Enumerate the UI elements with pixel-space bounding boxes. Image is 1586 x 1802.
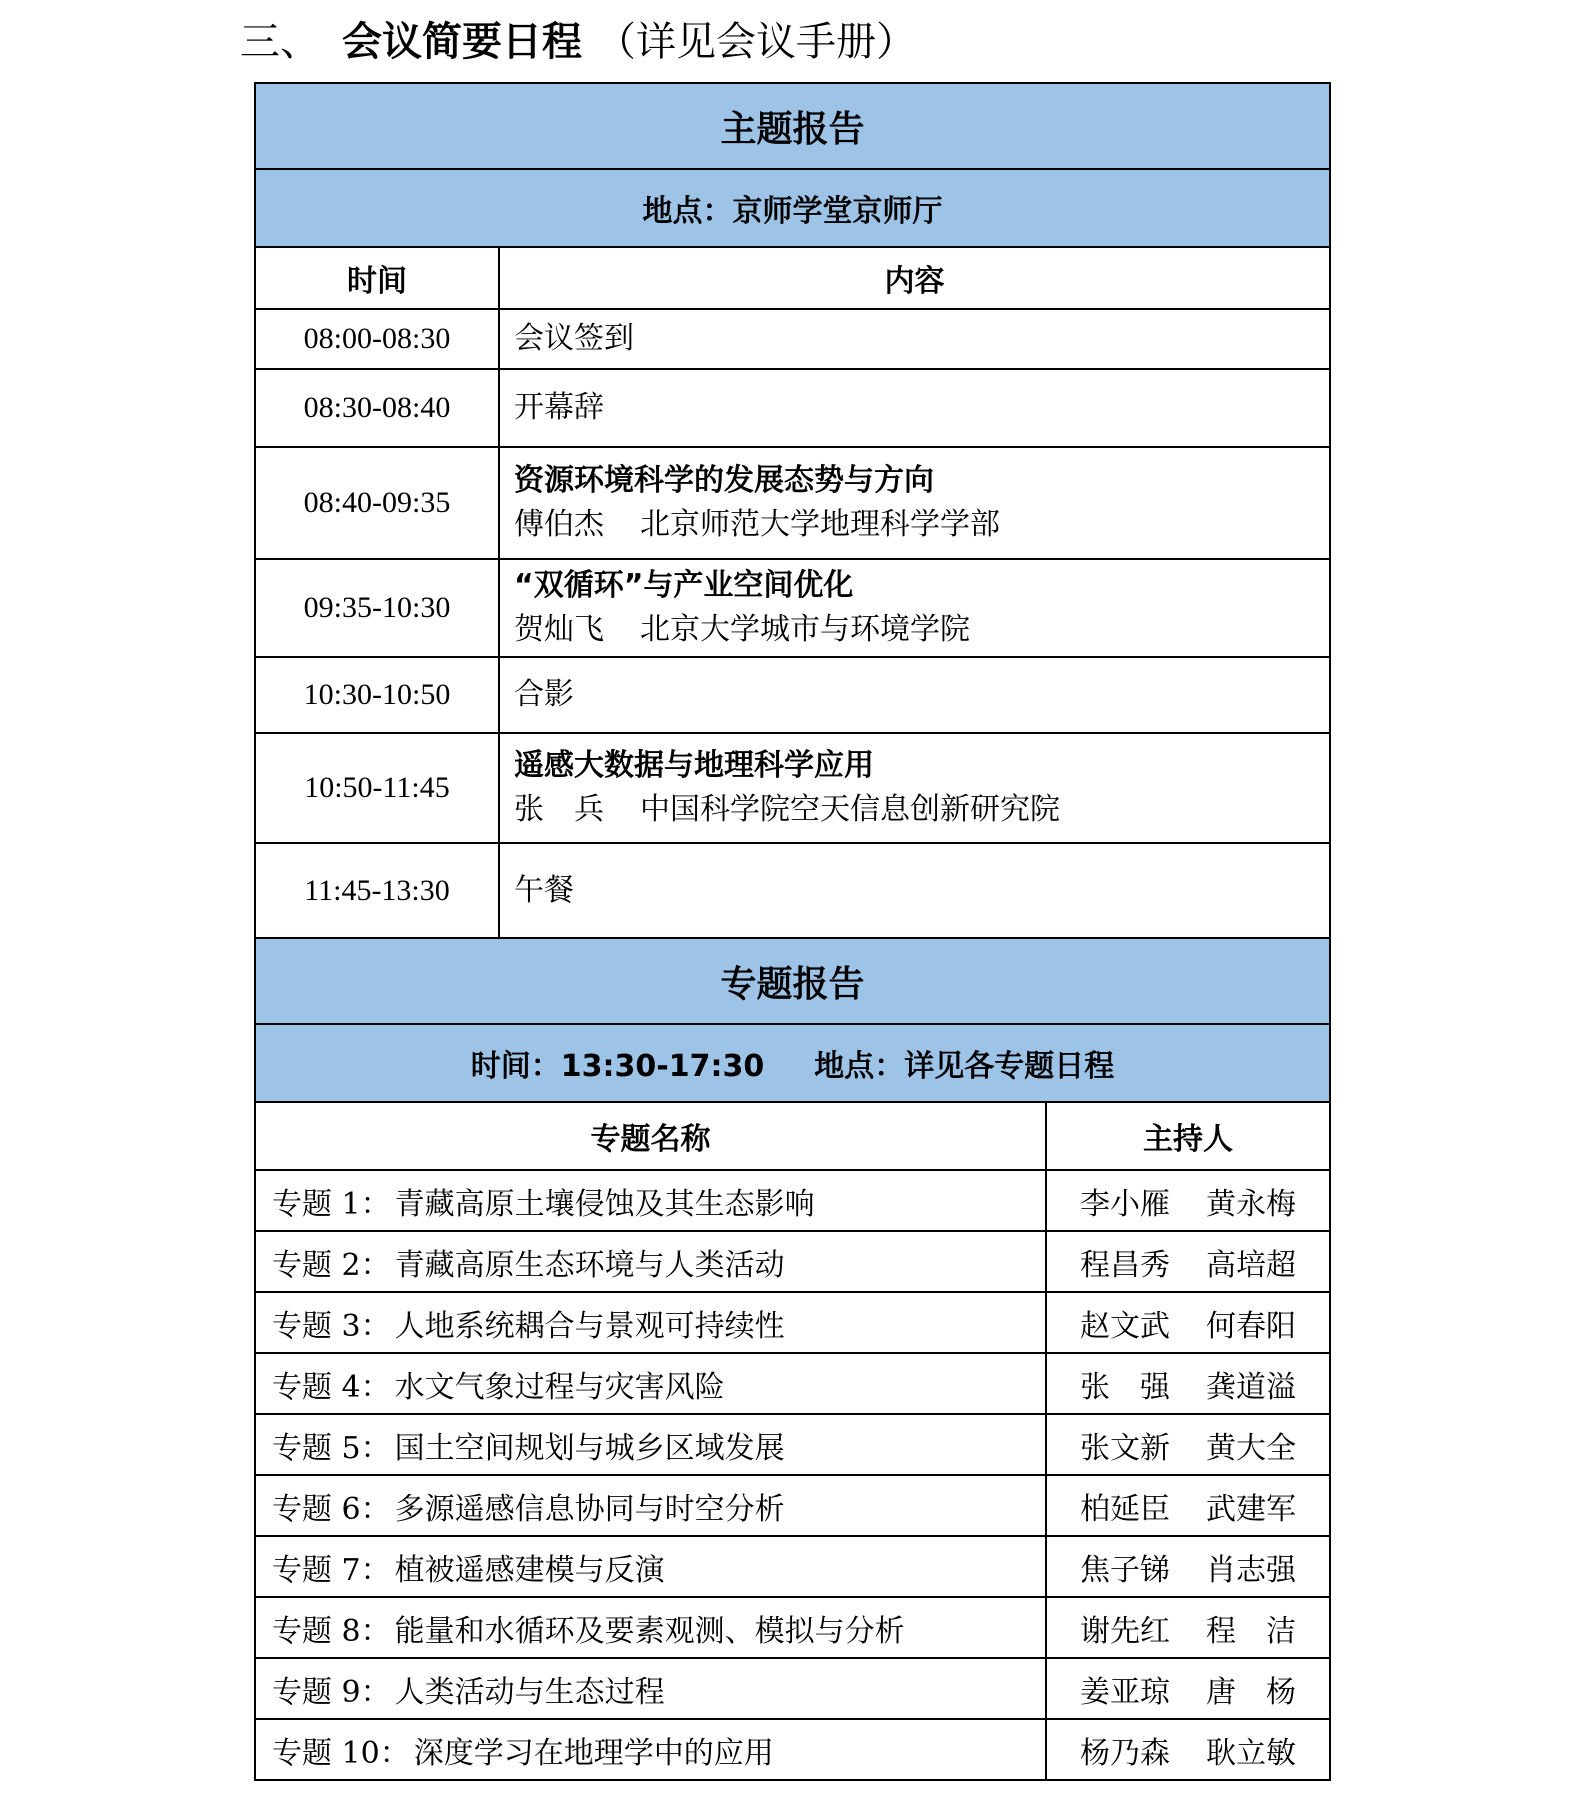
topic-prefix: 专题 3： xyxy=(272,1308,391,1344)
host-2: 黄大全 xyxy=(1206,1430,1296,1466)
topic-prefix: 专题 2： xyxy=(272,1247,391,1283)
topic-hosts xyxy=(1046,1475,1330,1536)
host-1: 程昌秀 xyxy=(1080,1247,1170,1283)
table-row xyxy=(255,369,1330,447)
table-row xyxy=(255,1658,1330,1719)
topic-title: 人类活动与生态过程 xyxy=(394,1674,665,1710)
host-1: 张文新 xyxy=(1080,1430,1170,1466)
table-row xyxy=(255,309,1330,369)
row-content: 合影 xyxy=(499,657,1330,733)
host-2: 唐 杨 xyxy=(1206,1674,1296,1710)
section-heading xyxy=(240,12,916,72)
topic-name xyxy=(255,1536,1046,1597)
row-content: 午餐 xyxy=(499,843,1330,938)
topic-hosts xyxy=(1046,1231,1330,1292)
row-content: 会议签到 xyxy=(499,309,1330,369)
topic-prefix: 专题 1： xyxy=(272,1186,391,1222)
speaker-name: 张 兵 xyxy=(514,792,604,827)
table-row xyxy=(255,559,1330,657)
topic-prefix: 专题 10： xyxy=(272,1735,410,1771)
topic-title: 植被遥感建模与反演 xyxy=(394,1552,665,1588)
table-row xyxy=(255,1536,1330,1597)
speaker-org: 北京大学城市与环境学院 xyxy=(640,612,970,647)
topic-hosts xyxy=(1046,1597,1330,1658)
special-info xyxy=(255,1024,1330,1102)
row-content xyxy=(499,559,1330,657)
table-row xyxy=(255,1353,1330,1414)
col-header-topic: 专题名称 xyxy=(255,1102,1046,1170)
host-2: 肖志强 xyxy=(1206,1552,1296,1588)
table-row xyxy=(255,1414,1330,1475)
topic-prefix: 专题 7： xyxy=(272,1552,391,1588)
host-2: 耿立敏 xyxy=(1206,1735,1296,1771)
table-row xyxy=(255,1597,1330,1658)
topic-hosts xyxy=(1046,1719,1330,1780)
host-2: 何春阳 xyxy=(1206,1308,1296,1344)
speaker-org: 中国科学院空天信息创新研究院 xyxy=(640,792,1060,827)
host-2: 程 洁 xyxy=(1206,1613,1296,1649)
special-time: 时间：13:30-17:30 xyxy=(470,1049,765,1084)
topic-name xyxy=(255,1170,1046,1231)
topic-title: 青藏高原土壤侵蚀及其生态影响 xyxy=(394,1186,815,1222)
topic-prefix: 专题 5： xyxy=(272,1430,391,1466)
col-header-host: 主持人 xyxy=(1046,1102,1330,1170)
host-1: 谢先红 xyxy=(1080,1613,1170,1649)
table-row xyxy=(255,1170,1330,1231)
row-content xyxy=(499,447,1330,559)
topic-name xyxy=(255,1719,1046,1780)
topic-title: 水文气象过程与灾害风险 xyxy=(394,1369,725,1405)
table-row xyxy=(255,447,1330,559)
topic-hosts xyxy=(1046,1414,1330,1475)
topic-hosts xyxy=(1046,1292,1330,1353)
topic-title: 能量和水循环及要素观测、模拟与分析 xyxy=(394,1613,905,1649)
section-note: （详见会议手册） xyxy=(596,19,916,65)
topic-name xyxy=(255,1597,1046,1658)
talk-speaker xyxy=(514,788,1329,832)
topic-name xyxy=(255,1292,1046,1353)
table-row xyxy=(255,843,1330,938)
col-header-time: 时间 xyxy=(255,247,499,309)
schedule-table xyxy=(254,82,1331,1781)
special-location: 地点：详见各专题日程 xyxy=(814,1049,1115,1084)
topic-hosts xyxy=(1046,1658,1330,1719)
topic-name xyxy=(255,1231,1046,1292)
speaker-org: 北京师范大学地理科学学部 xyxy=(640,507,1000,542)
row-time: 08:00-08:30 xyxy=(255,309,499,369)
host-2: 黄永梅 xyxy=(1206,1186,1296,1222)
topic-title: 深度学习在地理学中的应用 xyxy=(413,1735,774,1771)
table-row xyxy=(255,1292,1330,1353)
keynote-band: 主题报告 xyxy=(255,83,1330,169)
host-2: 高培超 xyxy=(1206,1247,1296,1283)
col-header-content: 内容 xyxy=(499,247,1330,309)
row-time: 08:40-09:35 xyxy=(255,447,499,559)
host-1: 赵文武 xyxy=(1080,1308,1170,1344)
host-2: 龚道溢 xyxy=(1206,1369,1296,1405)
topic-name xyxy=(255,1475,1046,1536)
topic-title: 青藏高原生态环境与人类活动 xyxy=(394,1247,785,1283)
topic-prefix: 专题 8： xyxy=(272,1613,391,1649)
topic-hosts xyxy=(1046,1353,1330,1414)
table-row xyxy=(255,733,1330,843)
special-band: 专题报告 xyxy=(255,938,1330,1024)
row-time: 10:30-10:50 xyxy=(255,657,499,733)
host-1: 焦子锑 xyxy=(1080,1552,1170,1588)
row-time: 11:45-13:30 xyxy=(255,843,499,938)
row-time: 08:30-08:40 xyxy=(255,369,499,447)
topic-title: 国土空间规划与城乡区域发展 xyxy=(394,1430,785,1466)
section-title: 会议简要日程 xyxy=(342,19,582,65)
table-row xyxy=(255,1231,1330,1292)
topic-hosts xyxy=(1046,1536,1330,1597)
topic-title: 多源遥感信息协同与时空分析 xyxy=(394,1491,785,1527)
talk-speaker xyxy=(514,608,1329,652)
talk-title: “双循环”与产业空间优化 xyxy=(514,568,854,603)
host-1: 李小雁 xyxy=(1080,1186,1170,1222)
table-row xyxy=(255,657,1330,733)
topic-prefix: 专题 4： xyxy=(272,1369,391,1405)
topic-prefix: 专题 6： xyxy=(272,1491,391,1527)
row-time: 09:35-10:30 xyxy=(255,559,499,657)
talk-speaker xyxy=(514,503,1329,547)
table-row xyxy=(255,1719,1330,1780)
topic-name xyxy=(255,1353,1046,1414)
section-number: 三、 xyxy=(240,19,320,65)
talk-title: 资源环境科学的发展态势与方向 xyxy=(514,463,934,498)
topic-prefix: 专题 9： xyxy=(272,1674,391,1710)
topic-hosts xyxy=(1046,1170,1330,1231)
host-1: 张 强 xyxy=(1080,1369,1170,1405)
row-content: 开幕辞 xyxy=(499,369,1330,447)
topic-name xyxy=(255,1414,1046,1475)
speaker-name: 贺灿飞 xyxy=(514,612,604,647)
host-2: 武建军 xyxy=(1206,1491,1296,1527)
topic-title: 人地系统耦合与景观可持续性 xyxy=(394,1308,785,1344)
table-row xyxy=(255,1475,1330,1536)
row-content xyxy=(499,733,1330,843)
host-1: 姜亚琼 xyxy=(1080,1674,1170,1710)
speaker-name: 傅伯杰 xyxy=(514,507,604,542)
talk-title: 遥感大数据与地理科学应用 xyxy=(514,748,874,783)
host-1: 柏延臣 xyxy=(1080,1491,1170,1527)
keynote-location: 地点：京师学堂京师厅 xyxy=(255,169,1330,247)
topic-name xyxy=(255,1658,1046,1719)
host-1: 杨乃森 xyxy=(1080,1735,1170,1771)
row-time: 10:50-11:45 xyxy=(255,733,499,843)
